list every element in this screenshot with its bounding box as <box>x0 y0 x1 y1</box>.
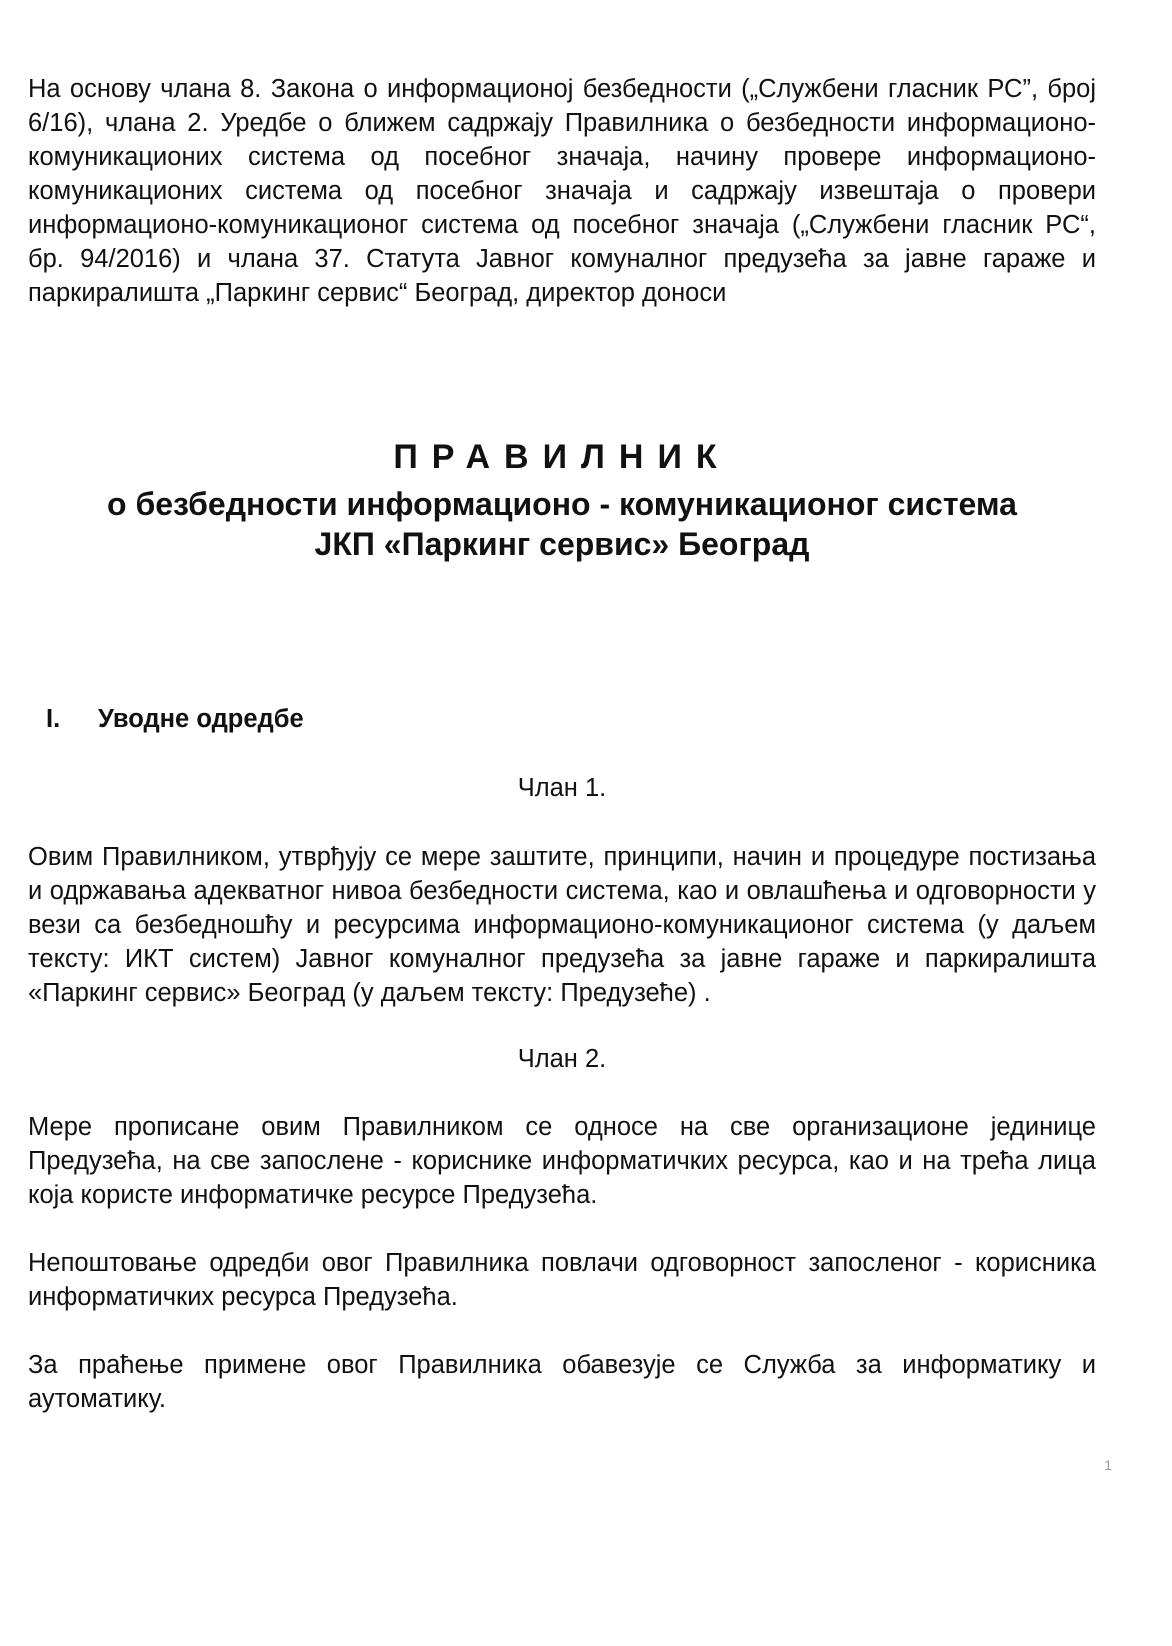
document-organization: ЈКП «Паркинг сервис» Београд <box>314 526 810 562</box>
document-title: ПРАВИЛНИК <box>393 438 731 476</box>
preamble-paragraph: На основу члана 8. Закона о информационој безбедности („Службени гласник РС”, број 6/16), члана 2. Уредбе о ближем садржају Правилника о безбедности информационо-комуникационих система од посебног значаја, начину провере информационо-комуникационих система од посебног значаја и садржају извештаја о провери информационо-комуникационог система од посебног значаја („Службени гласник РС“, бр. 94/2016) и члана 37. Статута Јавног комуналног предузећа за јавне гараже и паркиралишта „Паркинг сервис“ Београд, директор доноси <box>28 75 1096 307</box>
section-number: I. <box>46 705 61 733</box>
document-subtitle: о безбедности информационо - комуникационог система <box>107 486 1017 522</box>
article-2-label: Члан 2. <box>517 1045 607 1073</box>
article-2-paragraph-1: Мере прописане овим Правилником се односе на све организационе јединице Предузећа, на све запослене - кориснике информатичких ресурса, као и на трећа лица која користе информатичке ресурсе Предузећа. <box>28 1113 1096 1209</box>
article-1-paragraph-1: Овим Правилником, утврђују се мере заштите, принципи, начин и процедуре постизања и одржавања адекватног нивоа безбедности система, као и овлашћења и одговорности у вези са безбедношћу и ресурсима информационо-комуникационог система (у даљем тексту: ИКТ систем) Јавног комуналног предузећа за јавне гараже и паркиралишта «Паркинг сервис» Београд (у даљем тексту: Предузеће) . <box>28 843 1096 1007</box>
article-1-label: Члан 1. <box>517 774 607 802</box>
section-heading <box>46 702 304 736</box>
document-title-block <box>28 430 1096 564</box>
article-2-paragraph-2: Непоштовање одредби овог Правилника повлачи одговорност запосленог - корисника информатичких ресурса Предузећа. <box>28 1249 1096 1311</box>
article-2-paragraph-3: За праћење примене овог Правилника обавезује се Служба за информатику и аутоматику. <box>28 1351 1096 1413</box>
section-title: Уводне одредбе <box>98 705 304 733</box>
page-number: 1 <box>1104 1457 1112 1473</box>
